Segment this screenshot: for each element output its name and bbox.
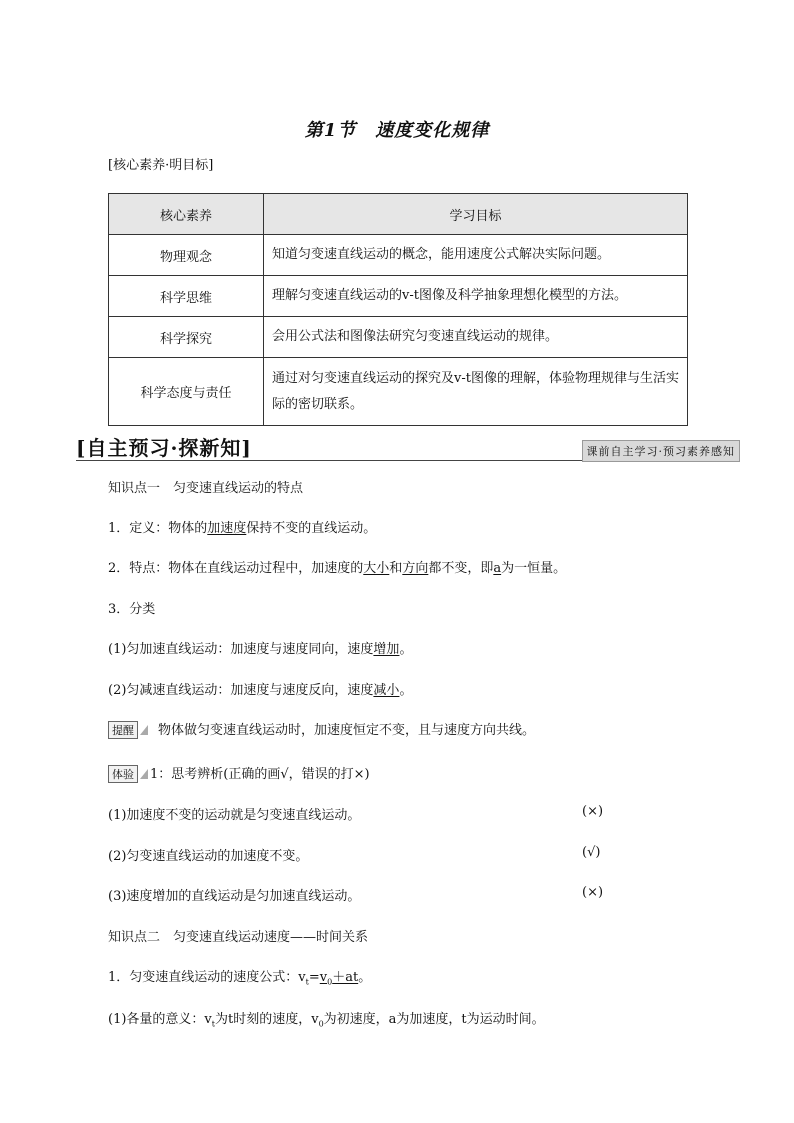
label-corner-icon — [140, 769, 148, 779]
table-row — [109, 276, 688, 317]
judge-answer: (√) — [582, 845, 601, 860]
subscript: t — [211, 1019, 215, 1029]
judge-question: (2)匀变速直线运动的加速度不变。 — [108, 849, 309, 864]
table-row — [109, 358, 688, 426]
subscript: 0 — [318, 1019, 324, 1029]
text: 都不变，即 — [428, 561, 494, 576]
text: = — [308, 970, 320, 985]
experience-label: 体验 — [108, 765, 138, 783]
text: 和 — [389, 561, 403, 576]
table-cell-goal: 理解匀变速直线运动的v-t图像及科学抽象理想化模型的方法。 — [264, 276, 688, 317]
tip-line — [108, 719, 535, 739]
text: (2)匀减速直线运动：加速度与速度反向，速度 — [108, 683, 374, 698]
table-row — [109, 235, 688, 276]
kp2-formula — [108, 966, 371, 987]
table-cell-goal: 知道匀变速直线运动的概念，能用速度公式解决实际问题。 — [264, 235, 688, 276]
kp2-meaning — [108, 1008, 545, 1029]
kp1-heading: 知识点一 匀变速直线运动的特点 — [108, 481, 304, 496]
subscript: 0 — [327, 977, 333, 987]
section-tag: 课前自主学习·预习素养感知 — [582, 440, 741, 462]
experience-line — [108, 763, 370, 783]
answer-underlined: 增加 — [373, 642, 400, 657]
learning-goals-table — [108, 193, 688, 426]
table-cell-literacy: 科学思维 — [109, 276, 264, 317]
kp1-classify: 3．分类 — [108, 602, 156, 617]
table-header-row — [109, 194, 688, 235]
experience-text: 1：思考辨析(正确的画√，错误的打×) — [150, 767, 370, 782]
text: 为t时刻的速度，v — [214, 1012, 319, 1027]
table-cell-goal: 会用公式法和图像法研究匀变速直线运动的规律。 — [264, 317, 688, 358]
kp1-accelerate — [108, 638, 412, 657]
kp2-heading: 知识点二 匀变速直线运动速度——时间关系 — [108, 930, 369, 945]
table-cell-goal: 通过对匀变速直线运动的探究及v-t图像的理解，体验物理规律与生活实际的密切联系。 — [264, 358, 688, 426]
text: 为一恒量。 — [501, 561, 567, 576]
text: ＋at — [332, 970, 359, 985]
page-title: 第1节 速度变化规律 — [304, 120, 490, 141]
answer-underlined: 大小 — [363, 561, 390, 576]
table-header-cell: 学习目标 — [264, 194, 688, 235]
table-header-cell: 核心素养 — [109, 194, 264, 235]
text: 保持不变的直线运动。 — [246, 521, 377, 536]
label-corner-icon — [140, 725, 148, 735]
judge-question: (1)加速度不变的运动就是匀变速直线运动。 — [108, 808, 361, 823]
tip-text: 物体做匀变速直线运动时，加速度恒定不变，且与速度方向共线。 — [158, 723, 536, 738]
table-row — [109, 317, 688, 358]
kp1-definition — [108, 517, 376, 536]
kp1-decelerate — [108, 679, 412, 698]
subscript: t — [305, 977, 309, 987]
text: 2．特点：物体在直线运动过程中，加速度的 — [108, 561, 364, 576]
text: 为初速度，a为加速度，t为运动时间。 — [323, 1012, 545, 1027]
section-header — [76, 432, 740, 461]
answer-underlined: a — [493, 561, 502, 576]
answer-underlined: 方向 — [402, 561, 429, 576]
text: (1)各量的意义：v — [108, 1012, 212, 1027]
table-cell-literacy: 科学探究 — [109, 317, 264, 358]
judge-answer: (×) — [582, 804, 604, 819]
text: (1)匀加速直线运动：加速度与速度同向，速度 — [108, 642, 374, 657]
text: 1．匀变速直线运动的速度公式：v — [108, 970, 306, 985]
table-cell-literacy: 科学态度与责任 — [109, 358, 264, 426]
text: 。 — [399, 683, 413, 698]
text: 。 — [358, 970, 372, 985]
section-title: [自主预习·探新知] — [76, 436, 252, 460]
tip-label: 提醒 — [108, 721, 138, 739]
answer-underlined — [320, 970, 358, 985]
table-cell-literacy: 物理观念 — [109, 235, 264, 276]
answer-underlined: 加速度 — [207, 521, 247, 536]
judge-answer: (×) — [582, 885, 604, 900]
kp1-feature — [108, 557, 566, 576]
judge-question: (3)速度增加的直线运动是匀加速直线运动。 — [108, 889, 361, 904]
text: v — [319, 970, 328, 985]
answer-underlined: 减小 — [373, 683, 400, 698]
text: 。 — [399, 642, 413, 657]
text: 1．定义：物体的 — [108, 521, 208, 536]
subhead-core-literacy: [核心素养·明目标] — [108, 158, 214, 173]
